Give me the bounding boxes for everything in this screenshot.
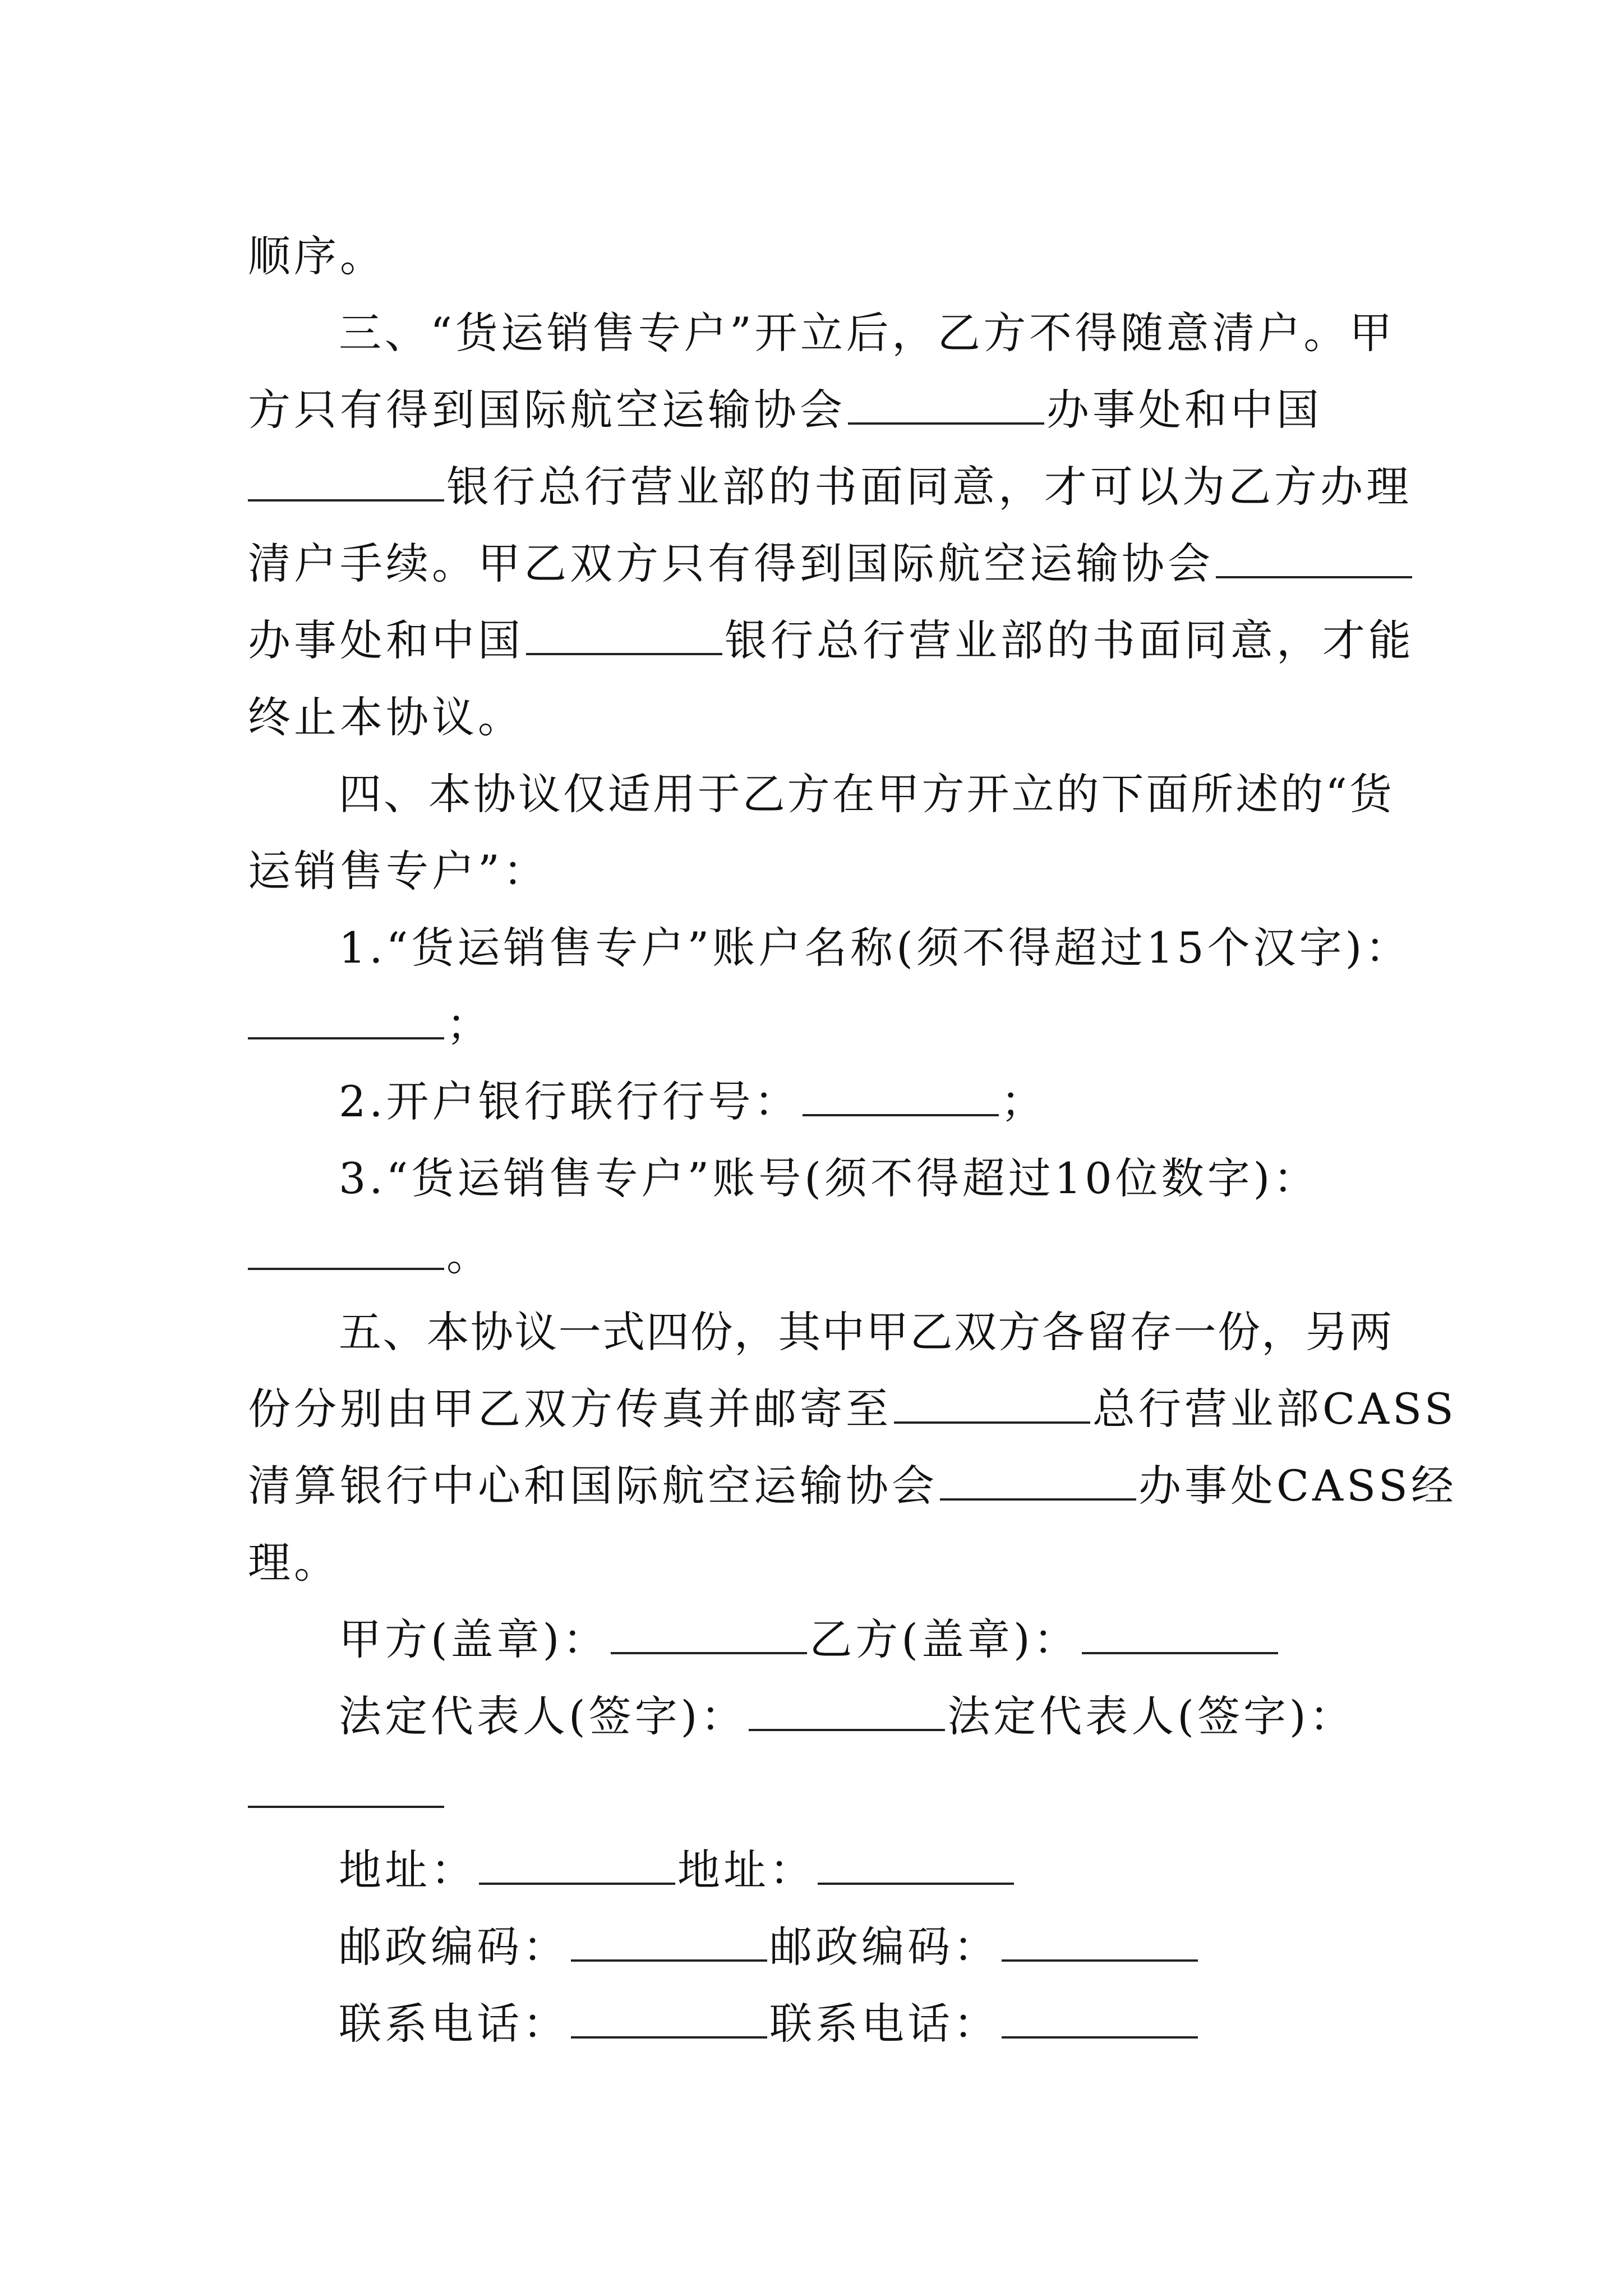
fill-in-blank[interactable] [1216,542,1412,578]
paragraph-text: 办事处CASS经 [1138,1461,1457,1511]
paragraph-text: ； [1000,1076,1047,1126]
clause-four-item-1-blank [248,986,1392,1063]
party-b-address-label: 地址： [677,1845,815,1895]
paragraph-text: 五、本协议一式四份，其中甲乙双方各留存一份，另两 [339,1307,1392,1357]
postcode-line [248,1908,1392,1985]
paragraph-text: 份分别由甲乙双方传真并邮寄至 [248,1384,892,1434]
fill-in-blank[interactable] [894,1388,1090,1424]
party-b-postcode-label: 邮政编码： [769,1922,999,1972]
party-b-phone-blank[interactable] [1002,2003,1198,2039]
paragraph-text: 1.“货运销售专户”账户名称(须不得超过15个汉字)： [339,923,1412,973]
paragraph-text: 银行总行营业部的书面同意，才能 [725,615,1414,665]
clause-three-line-6 [248,679,1392,756]
party-a-phone-blank[interactable] [571,2003,767,2039]
fill-in-blank[interactable] [848,389,1044,425]
clause-five-line-3 [248,1447,1457,1524]
party-b-seal-label: 乙方(盖章)： [809,1614,1080,1664]
address-line [248,1832,1392,1908]
representative-blank-line [248,1755,1392,1832]
party-b-rep-blank[interactable] [248,1772,444,1808]
party-b-postcode-blank[interactable] [1002,1926,1198,1962]
party-a-address-label: 地址： [339,1845,477,1895]
party-a-rep-label: 法定代表人(签字)： [339,1691,747,1741]
paragraph-text: 终止本协议。 [248,692,524,742]
seal-line [248,1601,1392,1678]
fill-in-blank[interactable] [526,619,722,655]
party-a-address-blank[interactable] [479,1849,675,1885]
clause-three-line-3 [248,448,1412,525]
paragraph-text: 三、“货运销售专户”开立后，乙方不得随意清户。甲 [339,308,1392,358]
document-page [248,218,1457,2062]
phone-line [248,1985,1392,2062]
fill-in-blank[interactable] [248,1234,444,1270]
party-a-rep-blank[interactable] [749,1695,945,1731]
party-a-postcode-label: 邮政编码： [339,1922,569,1972]
clause-five-line-1 [248,1294,1392,1370]
paragraph-text: 顺序。 [248,231,386,281]
party-b-rep-label: 法定代表人(签字)： [947,1691,1355,1741]
clause-four-item-2 [248,1063,1392,1140]
paragraph-line [248,218,1392,295]
paragraph-text: 办事处和中国 [1046,385,1322,435]
paragraph-text: 银行总行营业部的书面同意，才可以为乙方办理 [446,462,1412,512]
fill-in-blank[interactable] [248,1004,444,1039]
clause-four-line-2 [248,832,1392,909]
paragraph-text: 办事处和中国 [248,615,524,665]
clause-four-line-1 [248,756,1392,832]
clause-three-line-2 [248,371,1392,448]
clause-four-item-1 [248,909,1412,986]
party-a-phone-label: 联系电话： [339,1999,569,2049]
paragraph-text: 2.开户银行联行行号： [339,1076,800,1126]
paragraph-text: ； [446,1000,492,1050]
party-b-phone-label: 联系电话： [769,1999,999,2049]
clause-three-line-5 [248,602,1414,679]
representative-line [248,1678,1392,1755]
clause-three-line-1 [248,295,1392,371]
party-a-postcode-blank[interactable] [571,1926,767,1962]
clause-four-item-3-blank [248,1217,1392,1294]
paragraph-text: 方只有得到国际航空运输协会 [248,385,846,435]
party-b-address-blank[interactable] [818,1849,1014,1885]
paragraph-text: 总行营业部CASS [1092,1384,1457,1434]
fill-in-blank[interactable] [803,1080,999,1116]
party-a-seal-label: 甲方(盖章)： [339,1614,609,1664]
fill-in-blank[interactable] [940,1465,1136,1501]
party-a-seal-blank[interactable] [611,1618,807,1654]
party-b-seal-blank[interactable] [1082,1618,1278,1654]
paragraph-text: 清户手续。甲乙双方只有得到国际航空运输协会 [248,539,1214,588]
paragraph-text: 。 [446,1230,492,1280]
paragraph-text: 运销售专户”： [248,846,549,896]
clause-five-line-4 [248,1524,1392,1601]
paragraph-text: 清算银行中心和国际航空运输协会 [248,1461,938,1511]
paragraph-text: 3.“货运销售专户”账号(须不得超过10位数字)： [339,1153,1320,1203]
clause-four-item-3 [248,1140,1392,1217]
paragraph-text: 理。 [248,1538,340,1588]
clause-three-line-4 [248,525,1392,602]
fill-in-blank[interactable] [248,466,444,501]
paragraph-text: 四、本协议仅适用于乙方在甲方开立的下面所述的“货 [339,769,1392,819]
clause-five-line-2 [248,1370,1457,1447]
